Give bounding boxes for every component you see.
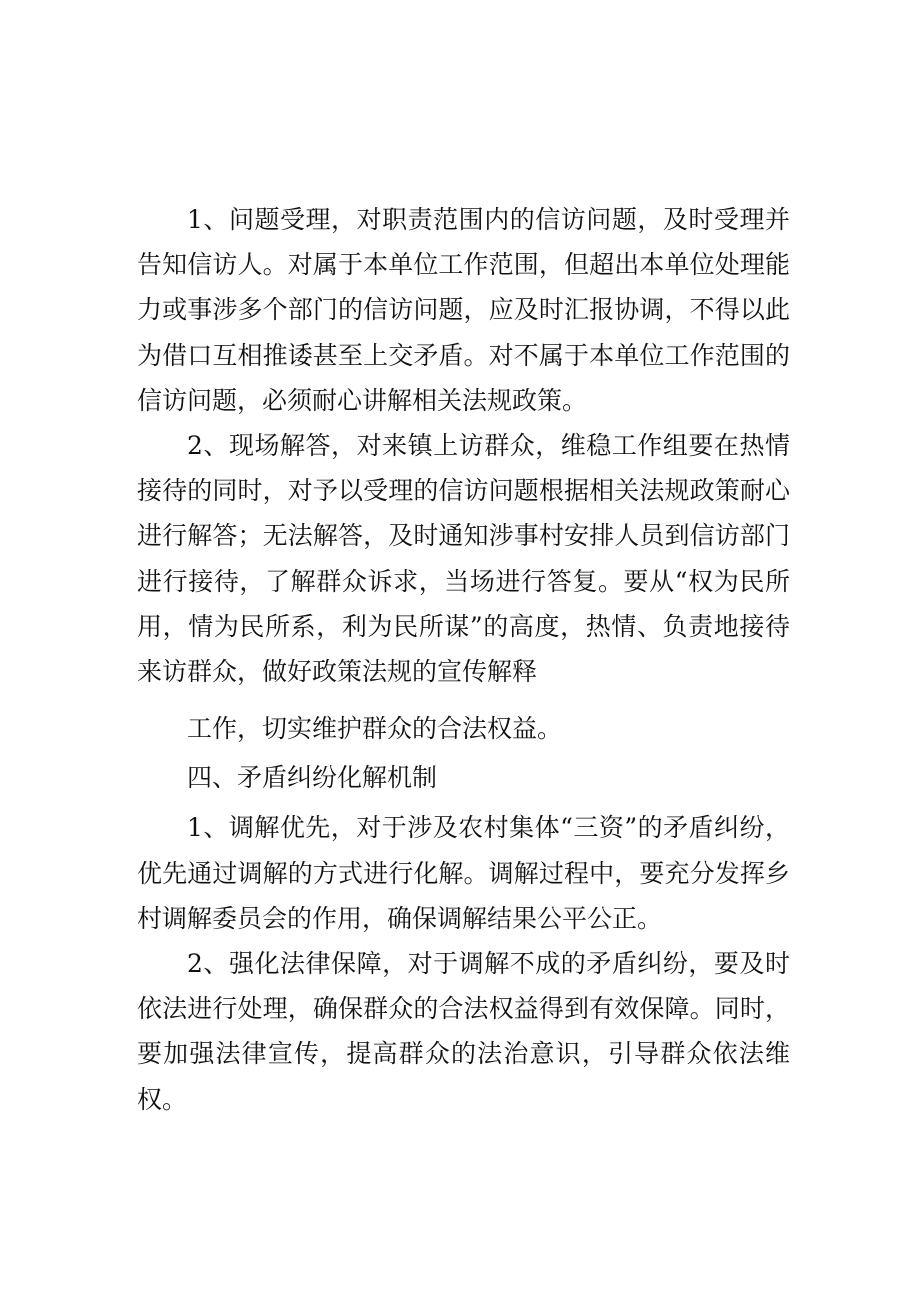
document-body: [137, 197, 790, 1122]
paragraph-problem-acceptance: 1、问题受理，对职责范围内的信访问题，及时受理并告知信访人。对属于本单位工作范围，但超出本单位处理能力或事涉多个部门的信访问题，应及时汇报协调，不得以此为借口互相推诿甚至上交矛盾。对不属于本单位工作范围的信访问题，必须耐心讲解相关法规政策。: [137, 205, 790, 415]
paragraph-continuation: 工作，切实维护群众的合法权益。: [187, 714, 563, 744]
section-heading: 四、矛盾纠纷化解机制: [187, 763, 438, 793]
paragraph-mediation-first: 1、调解优先，对于涉及农村集体“三资”的矛盾纠纷，优先通过调解的方式进行化解。调解过程中，要充分发挥乡村调解委员会的作用，确保调解结果公平公正。: [137, 813, 790, 933]
paragraph-on-site-answer: 2、现场解答，对来镇上访群众，维稳工作组要在热情接待的同时，对予以受理的信访问题根据相关法规政策耐心进行解答；无法解答，及时通知涉事村安排人员到信访部门进行接待，了解群众诉求，当场进行答复。要从“权为民所用，情为民所系，利为民所谋”的高度，热情、负责地接待来访群众，做好政策法规的宣传解释: [137, 431, 790, 687]
paragraph-legal-guarantee: 2、强化法律保障，对于调解不成的矛盾纠纷，要及时依法进行处理，确保群众的合法权益得到有效保障。同时，要加强法律宣传，提高群众的法治意识，引导群众依法维权。: [137, 949, 790, 1114]
